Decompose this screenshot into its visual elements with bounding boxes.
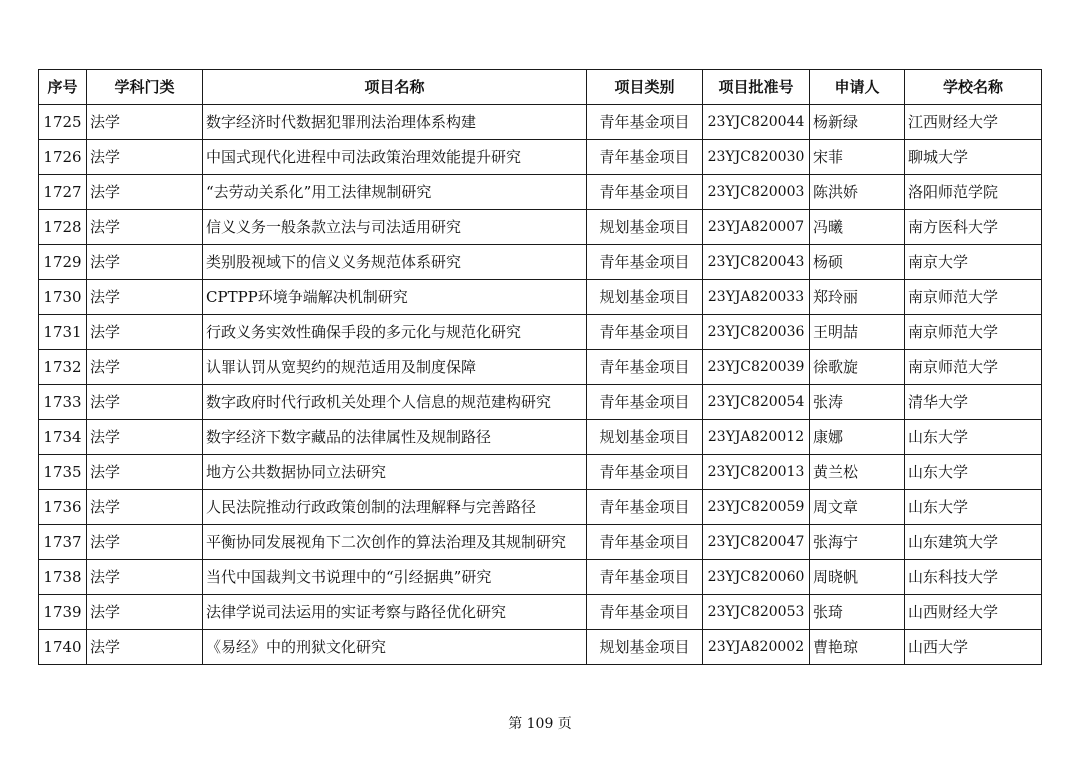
cell-project-name: 数字经济下数字藏品的法律属性及规制路径 xyxy=(203,420,587,455)
header-school: 学校名称 xyxy=(905,70,1042,105)
cell-project-category: 青年基金项目 xyxy=(587,560,703,595)
table-row xyxy=(39,105,1042,140)
cell-applicant: 杨新绿 xyxy=(810,105,905,140)
cell-project-name: 中国式现代化进程中司法政策治理效能提升研究 xyxy=(203,140,587,175)
table-row xyxy=(39,490,1042,525)
cell-applicant: 张海宁 xyxy=(810,525,905,560)
cell-project-category: 青年基金项目 xyxy=(587,490,703,525)
cell-applicant: 张琦 xyxy=(810,595,905,630)
cell-applicant: 宋菲 xyxy=(810,140,905,175)
cell-approval-number: 23YJC820003 xyxy=(703,175,810,210)
cell-discipline: 法学 xyxy=(87,315,203,350)
cell-approval-number: 23YJC820054 xyxy=(703,385,810,420)
cell-project-name: 数字经济时代数据犯罪刑法治理体系构建 xyxy=(203,105,587,140)
header-discipline: 学科门类 xyxy=(87,70,203,105)
header-project-category: 项目类别 xyxy=(587,70,703,105)
cell-applicant: 郑玲丽 xyxy=(810,280,905,315)
cell-seq: 1734 xyxy=(39,420,87,455)
cell-project-name: 人民法院推动行政政策创制的法理解释与完善路径 xyxy=(203,490,587,525)
cell-project-name: 数字政府时代行政机关处理个人信息的规范建构研究 xyxy=(203,385,587,420)
table-row xyxy=(39,350,1042,385)
cell-seq: 1733 xyxy=(39,385,87,420)
cell-applicant: 周文章 xyxy=(810,490,905,525)
cell-approval-number: 23YJC820047 xyxy=(703,525,810,560)
cell-project-category: 青年基金项目 xyxy=(587,595,703,630)
cell-project-name: 类别股视域下的信义义务规范体系研究 xyxy=(203,245,587,280)
cell-seq: 1730 xyxy=(39,280,87,315)
cell-school: 南京师范大学 xyxy=(905,315,1042,350)
cell-school: 山东大学 xyxy=(905,490,1042,525)
cell-project-category: 规划基金项目 xyxy=(587,630,703,665)
cell-discipline: 法学 xyxy=(87,595,203,630)
table-row xyxy=(39,385,1042,420)
cell-discipline: 法学 xyxy=(87,455,203,490)
table-row xyxy=(39,595,1042,630)
cell-applicant: 杨硕 xyxy=(810,245,905,280)
cell-seq: 1738 xyxy=(39,560,87,595)
cell-school: 山西大学 xyxy=(905,630,1042,665)
cell-applicant: 曹艳琼 xyxy=(810,630,905,665)
cell-project-category: 青年基金项目 xyxy=(587,175,703,210)
cell-discipline: 法学 xyxy=(87,175,203,210)
header-applicant: 申请人 xyxy=(810,70,905,105)
table-row xyxy=(39,455,1042,490)
cell-approval-number: 23YJC820043 xyxy=(703,245,810,280)
cell-project-category: 青年基金项目 xyxy=(587,315,703,350)
cell-project-category: 青年基金项目 xyxy=(587,525,703,560)
table-header-row xyxy=(39,70,1042,105)
cell-approval-number: 23YJC820039 xyxy=(703,350,810,385)
cell-project-category: 青年基金项目 xyxy=(587,245,703,280)
cell-approval-number: 23YJC820030 xyxy=(703,140,810,175)
cell-applicant: 张涛 xyxy=(810,385,905,420)
cell-discipline: 法学 xyxy=(87,525,203,560)
cell-discipline: 法学 xyxy=(87,280,203,315)
table-row xyxy=(39,280,1042,315)
cell-project-name: 平衡协同发展视角下二次创作的算法治理及其规制研究 xyxy=(203,525,587,560)
cell-school: 山东建筑大学 xyxy=(905,525,1042,560)
cell-discipline: 法学 xyxy=(87,140,203,175)
cell-approval-number: 23YJC820036 xyxy=(703,315,810,350)
cell-applicant: 王明喆 xyxy=(810,315,905,350)
cell-school: 南京大学 xyxy=(905,245,1042,280)
cell-project-name: 认罪认罚从宽契约的规范适用及制度保障 xyxy=(203,350,587,385)
cell-approval-number: 23YJA820002 xyxy=(703,630,810,665)
cell-discipline: 法学 xyxy=(87,105,203,140)
header-seq: 序号 xyxy=(39,70,87,105)
cell-seq: 1737 xyxy=(39,525,87,560)
cell-applicant: 康娜 xyxy=(810,420,905,455)
cell-seq: 1726 xyxy=(39,140,87,175)
cell-project-category: 规划基金项目 xyxy=(587,420,703,455)
cell-approval-number: 23YJC820013 xyxy=(703,455,810,490)
cell-school: 江西财经大学 xyxy=(905,105,1042,140)
cell-seq: 1736 xyxy=(39,490,87,525)
cell-discipline: 法学 xyxy=(87,210,203,245)
table-row xyxy=(39,560,1042,595)
cell-discipline: 法学 xyxy=(87,420,203,455)
cell-school: 山东大学 xyxy=(905,455,1042,490)
cell-project-name: 信义义务一般条款立法与司法适用研究 xyxy=(203,210,587,245)
cell-applicant: 陈洪娇 xyxy=(810,175,905,210)
cell-project-category: 青年基金项目 xyxy=(587,455,703,490)
cell-approval-number: 23YJC820044 xyxy=(703,105,810,140)
cell-applicant: 黄兰松 xyxy=(810,455,905,490)
page-number: 第 109 页 xyxy=(508,716,572,732)
cell-seq: 1731 xyxy=(39,315,87,350)
cell-seq: 1739 xyxy=(39,595,87,630)
table-row xyxy=(39,175,1042,210)
cell-discipline: 法学 xyxy=(87,245,203,280)
cell-school: 聊城大学 xyxy=(905,140,1042,175)
cell-project-name: 法律学说司法运用的实证考察与路径优化研究 xyxy=(203,595,587,630)
cell-project-name: 《易经》中的刑狱文化研究 xyxy=(203,630,587,665)
cell-project-name: 当代中国裁判文书说理中的“引经据典”研究 xyxy=(203,560,587,595)
cell-discipline: 法学 xyxy=(87,385,203,420)
cell-applicant: 徐歌旋 xyxy=(810,350,905,385)
cell-seq: 1740 xyxy=(39,630,87,665)
cell-applicant: 冯曦 xyxy=(810,210,905,245)
cell-seq: 1728 xyxy=(39,210,87,245)
cell-project-category: 规划基金项目 xyxy=(587,280,703,315)
cell-discipline: 法学 xyxy=(87,560,203,595)
cell-project-category: 青年基金项目 xyxy=(587,140,703,175)
cell-seq: 1729 xyxy=(39,245,87,280)
table-body xyxy=(39,105,1042,665)
cell-project-name: 地方公共数据协同立法研究 xyxy=(203,455,587,490)
cell-project-category: 规划基金项目 xyxy=(587,210,703,245)
cell-seq: 1725 xyxy=(39,105,87,140)
cell-project-category: 青年基金项目 xyxy=(587,105,703,140)
cell-approval-number: 23YJA820007 xyxy=(703,210,810,245)
cell-discipline: 法学 xyxy=(87,630,203,665)
cell-school: 清华大学 xyxy=(905,385,1042,420)
cell-approval-number: 23YJA820012 xyxy=(703,420,810,455)
cell-school: 南京师范大学 xyxy=(905,350,1042,385)
cell-seq: 1727 xyxy=(39,175,87,210)
table-row xyxy=(39,420,1042,455)
cell-school: 洛阳师范学院 xyxy=(905,175,1042,210)
cell-seq: 1732 xyxy=(39,350,87,385)
cell-discipline: 法学 xyxy=(87,350,203,385)
cell-project-name: 行政义务实效性确保手段的多元化与规范化研究 xyxy=(203,315,587,350)
cell-approval-number: 23YJC820053 xyxy=(703,595,810,630)
table-row xyxy=(39,140,1042,175)
cell-project-category: 青年基金项目 xyxy=(587,385,703,420)
cell-seq: 1735 xyxy=(39,455,87,490)
cell-project-category: 青年基金项目 xyxy=(587,350,703,385)
table-row xyxy=(39,630,1042,665)
cell-school: 山西财经大学 xyxy=(905,595,1042,630)
cell-school: 山东大学 xyxy=(905,420,1042,455)
cell-school: 南方医科大学 xyxy=(905,210,1042,245)
cell-approval-number: 23YJC820059 xyxy=(703,490,810,525)
header-project-name: 项目名称 xyxy=(203,70,587,105)
header-approval-number: 项目批准号 xyxy=(703,70,810,105)
cell-discipline: 法学 xyxy=(87,490,203,525)
table-row xyxy=(39,315,1042,350)
table-row xyxy=(39,525,1042,560)
project-table xyxy=(38,69,1042,665)
cell-applicant: 周晓帆 xyxy=(810,560,905,595)
cell-school: 山东科技大学 xyxy=(905,560,1042,595)
cell-project-name: “去劳动关系化”用工法律规制研究 xyxy=(203,175,587,210)
table-row xyxy=(39,245,1042,280)
cell-approval-number: 23YJC820060 xyxy=(703,560,810,595)
cell-school: 南京师范大学 xyxy=(905,280,1042,315)
table-row xyxy=(39,210,1042,245)
cell-project-name: CPTPP环境争端解决机制研究 xyxy=(203,280,587,315)
cell-approval-number: 23YJA820033 xyxy=(703,280,810,315)
